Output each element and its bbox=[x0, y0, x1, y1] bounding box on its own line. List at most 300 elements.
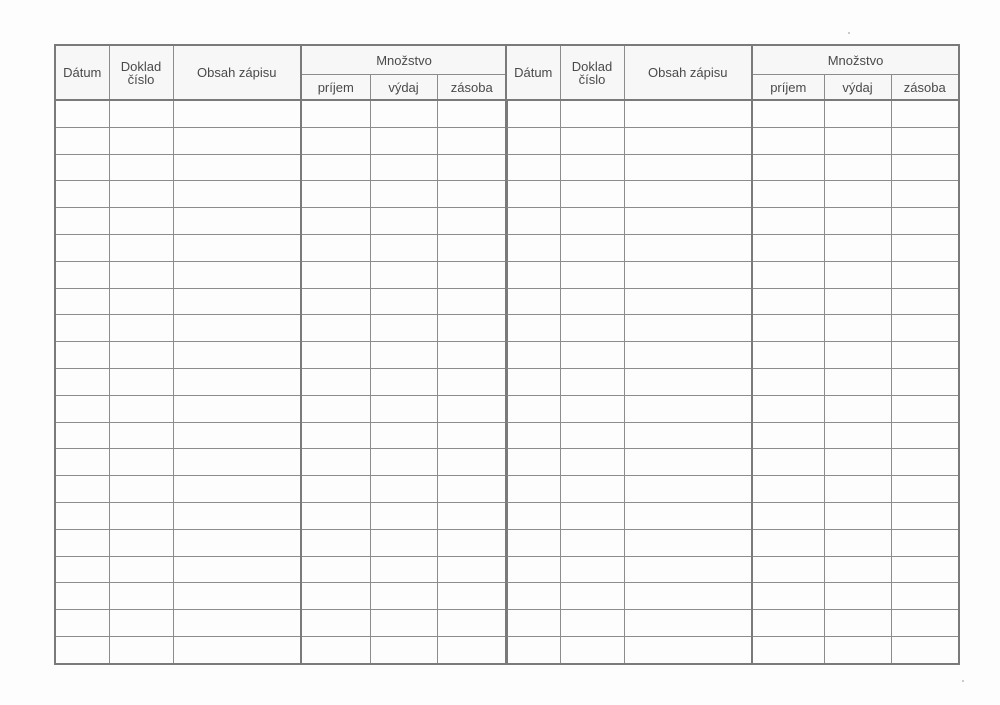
document-number-cell[interactable] bbox=[560, 288, 624, 315]
stock-cell[interactable] bbox=[891, 261, 959, 288]
income-cell[interactable] bbox=[752, 154, 824, 181]
ledger-row bbox=[55, 208, 507, 235]
ledger-row bbox=[506, 100, 959, 127]
entry-content-cell[interactable] bbox=[624, 342, 752, 369]
document-number-cell[interactable] bbox=[109, 502, 173, 529]
expense-cell[interactable] bbox=[370, 127, 437, 154]
document-number-cell[interactable] bbox=[109, 583, 173, 610]
date-cell[interactable] bbox=[506, 422, 560, 449]
expense-cell[interactable] bbox=[824, 208, 891, 235]
entry-content-cell[interactable] bbox=[173, 422, 301, 449]
document-number-cell[interactable] bbox=[109, 234, 173, 261]
entry-content-cell[interactable] bbox=[624, 610, 752, 637]
ledger-row bbox=[506, 610, 959, 637]
ledger-row bbox=[506, 368, 959, 395]
date-cell[interactable] bbox=[506, 610, 560, 637]
column-header-quantity: Množstvo bbox=[752, 45, 959, 75]
date-cell[interactable] bbox=[506, 127, 560, 154]
ledger-row bbox=[55, 476, 507, 503]
stock-cell[interactable] bbox=[437, 181, 507, 208]
stock-cell[interactable] bbox=[437, 422, 507, 449]
entry-content-cell[interactable] bbox=[173, 127, 301, 154]
column-header-expense: výdaj bbox=[370, 75, 437, 101]
stock-cell[interactable] bbox=[891, 100, 959, 127]
income-cell[interactable] bbox=[752, 449, 824, 476]
expense-cell[interactable] bbox=[370, 636, 437, 663]
expense-cell[interactable] bbox=[824, 583, 891, 610]
document-number-cell[interactable] bbox=[109, 208, 173, 235]
stock-cell[interactable] bbox=[437, 395, 507, 422]
stock-cell[interactable] bbox=[891, 636, 959, 663]
entry-content-cell[interactable] bbox=[173, 100, 301, 127]
ledger-row bbox=[55, 288, 507, 315]
document-number-cell[interactable] bbox=[109, 342, 173, 369]
expense-cell[interactable] bbox=[370, 476, 437, 503]
date-cell[interactable] bbox=[55, 181, 109, 208]
income-cell[interactable] bbox=[752, 368, 824, 395]
document-number-cell[interactable] bbox=[560, 368, 624, 395]
income-cell[interactable] bbox=[301, 610, 370, 637]
date-cell[interactable] bbox=[506, 583, 560, 610]
stock-cell[interactable] bbox=[891, 127, 959, 154]
date-cell[interactable] bbox=[506, 261, 560, 288]
entry-content-cell[interactable] bbox=[624, 556, 752, 583]
document-number-cell[interactable] bbox=[560, 476, 624, 503]
expense-cell[interactable] bbox=[824, 181, 891, 208]
stock-cell[interactable] bbox=[437, 288, 507, 315]
date-cell[interactable] bbox=[55, 502, 109, 529]
entry-content-cell[interactable] bbox=[624, 100, 752, 127]
date-cell[interactable] bbox=[55, 342, 109, 369]
expense-cell[interactable] bbox=[824, 154, 891, 181]
date-cell[interactable] bbox=[55, 368, 109, 395]
document-number-cell[interactable] bbox=[109, 127, 173, 154]
income-cell[interactable] bbox=[752, 476, 824, 503]
ledger-row bbox=[55, 154, 507, 181]
ledger-row bbox=[55, 422, 507, 449]
stock-cell[interactable] bbox=[437, 556, 507, 583]
entry-content-cell[interactable] bbox=[173, 181, 301, 208]
stock-cell[interactable] bbox=[891, 395, 959, 422]
stock-cell[interactable] bbox=[437, 636, 507, 663]
column-header-income: príjem bbox=[301, 75, 370, 101]
document-number-cell[interactable] bbox=[109, 610, 173, 637]
date-cell[interactable] bbox=[55, 395, 109, 422]
entry-content-cell[interactable] bbox=[624, 288, 752, 315]
entry-content-cell[interactable] bbox=[173, 529, 301, 556]
entry-content-cell[interactable] bbox=[624, 315, 752, 342]
stock-cell[interactable] bbox=[437, 476, 507, 503]
stock-cell[interactable] bbox=[437, 502, 507, 529]
ledger-row bbox=[506, 181, 959, 208]
stock-cell[interactable] bbox=[437, 342, 507, 369]
expense-cell[interactable] bbox=[824, 395, 891, 422]
entry-content-cell[interactable] bbox=[173, 234, 301, 261]
document-number-cell[interactable] bbox=[560, 315, 624, 342]
document-number-cell[interactable] bbox=[560, 100, 624, 127]
entry-content-cell[interactable] bbox=[624, 395, 752, 422]
expense-cell[interactable] bbox=[824, 636, 891, 663]
date-cell[interactable] bbox=[55, 261, 109, 288]
income-cell[interactable] bbox=[752, 395, 824, 422]
ledger-row bbox=[506, 449, 959, 476]
date-cell[interactable] bbox=[55, 476, 109, 503]
column-header-date: Dátum bbox=[55, 45, 109, 100]
expense-cell[interactable] bbox=[370, 208, 437, 235]
stock-cell[interactable] bbox=[891, 315, 959, 342]
expense-cell[interactable] bbox=[370, 529, 437, 556]
ledger-row bbox=[55, 368, 507, 395]
entry-content-cell[interactable] bbox=[624, 422, 752, 449]
stock-cell[interactable] bbox=[891, 154, 959, 181]
income-cell[interactable] bbox=[301, 100, 370, 127]
stock-cell[interactable] bbox=[437, 315, 507, 342]
expense-cell[interactable] bbox=[824, 288, 891, 315]
date-cell[interactable] bbox=[55, 315, 109, 342]
date-cell[interactable] bbox=[506, 342, 560, 369]
stock-cell[interactable] bbox=[891, 556, 959, 583]
stock-cell[interactable] bbox=[437, 610, 507, 637]
income-cell[interactable] bbox=[301, 636, 370, 663]
entry-content-cell[interactable] bbox=[624, 449, 752, 476]
entry-content-cell[interactable] bbox=[624, 234, 752, 261]
entry-content-cell[interactable] bbox=[173, 476, 301, 503]
expense-cell[interactable] bbox=[824, 315, 891, 342]
document-number-cell[interactable] bbox=[109, 100, 173, 127]
expense-cell[interactable] bbox=[824, 610, 891, 637]
expense-cell[interactable] bbox=[370, 342, 437, 369]
document-number-cell[interactable] bbox=[109, 315, 173, 342]
income-cell[interactable] bbox=[752, 100, 824, 127]
income-cell[interactable] bbox=[301, 529, 370, 556]
document-number-cell[interactable] bbox=[109, 449, 173, 476]
ledger-row bbox=[55, 181, 507, 208]
ledger-row bbox=[55, 395, 507, 422]
expense-cell[interactable] bbox=[370, 449, 437, 476]
stock-cell[interactable] bbox=[437, 154, 507, 181]
date-cell[interactable] bbox=[55, 610, 109, 637]
income-cell[interactable] bbox=[301, 154, 370, 181]
date-cell[interactable] bbox=[55, 234, 109, 261]
document-number-cell[interactable] bbox=[560, 154, 624, 181]
document-number-cell[interactable] bbox=[560, 610, 624, 637]
date-cell[interactable] bbox=[55, 636, 109, 663]
expense-cell[interactable] bbox=[370, 288, 437, 315]
stock-cell[interactable] bbox=[891, 342, 959, 369]
expense-cell[interactable] bbox=[370, 315, 437, 342]
expense-cell[interactable] bbox=[824, 100, 891, 127]
document-number-cell[interactable] bbox=[109, 395, 173, 422]
document-number-cell[interactable] bbox=[560, 261, 624, 288]
income-cell[interactable] bbox=[301, 556, 370, 583]
stock-cell[interactable] bbox=[437, 234, 507, 261]
ledger-body-left bbox=[55, 100, 507, 664]
income-cell[interactable] bbox=[752, 261, 824, 288]
stock-cell[interactable] bbox=[891, 368, 959, 395]
stock-cell[interactable] bbox=[891, 529, 959, 556]
document-number-cell[interactable] bbox=[109, 556, 173, 583]
paper-speck bbox=[962, 680, 964, 682]
stock-cell[interactable] bbox=[891, 181, 959, 208]
document-header-line-2: číslo bbox=[127, 71, 155, 87]
entry-content-cell[interactable] bbox=[624, 583, 752, 610]
column-header-expense: výdaj bbox=[824, 75, 891, 101]
expense-cell[interactable] bbox=[370, 234, 437, 261]
ledger-row bbox=[506, 395, 959, 422]
entry-content-cell[interactable] bbox=[173, 342, 301, 369]
column-header-document-number bbox=[109, 45, 173, 100]
ledger-row bbox=[55, 100, 507, 127]
document-header-line-1: Doklad bbox=[571, 58, 613, 74]
ledger-row bbox=[55, 234, 507, 261]
stock-cell[interactable] bbox=[891, 288, 959, 315]
document-number-cell[interactable] bbox=[560, 529, 624, 556]
document-number-cell[interactable] bbox=[560, 234, 624, 261]
expense-cell[interactable] bbox=[370, 610, 437, 637]
date-cell[interactable] bbox=[506, 476, 560, 503]
document-number-cell[interactable] bbox=[560, 395, 624, 422]
date-cell[interactable] bbox=[55, 556, 109, 583]
entry-content-cell[interactable] bbox=[624, 476, 752, 503]
ledger-row bbox=[506, 636, 959, 663]
income-cell[interactable] bbox=[752, 234, 824, 261]
income-cell[interactable] bbox=[752, 583, 824, 610]
expense-cell[interactable] bbox=[824, 234, 891, 261]
expense-cell[interactable] bbox=[370, 100, 437, 127]
ledger-row bbox=[506, 288, 959, 315]
date-cell[interactable] bbox=[506, 208, 560, 235]
income-cell[interactable] bbox=[301, 502, 370, 529]
ledger-table-right bbox=[505, 44, 960, 665]
income-cell[interactable] bbox=[752, 288, 824, 315]
expense-cell[interactable] bbox=[370, 368, 437, 395]
entry-content-cell[interactable] bbox=[624, 502, 752, 529]
income-cell[interactable] bbox=[752, 181, 824, 208]
ledger-row bbox=[506, 476, 959, 503]
date-cell[interactable] bbox=[506, 556, 560, 583]
stock-cell[interactable] bbox=[437, 529, 507, 556]
entry-content-cell[interactable] bbox=[173, 610, 301, 637]
document-number-cell[interactable] bbox=[560, 556, 624, 583]
stock-cell[interactable] bbox=[891, 610, 959, 637]
expense-cell[interactable] bbox=[824, 476, 891, 503]
entry-content-cell[interactable] bbox=[624, 636, 752, 663]
expense-cell[interactable] bbox=[824, 368, 891, 395]
ledger-row bbox=[55, 583, 507, 610]
document-number-cell[interactable] bbox=[560, 181, 624, 208]
expense-cell[interactable] bbox=[824, 529, 891, 556]
column-header-income: príjem bbox=[752, 75, 824, 101]
stock-cell[interactable] bbox=[437, 100, 507, 127]
ledger-row bbox=[506, 261, 959, 288]
date-cell[interactable] bbox=[55, 127, 109, 154]
stock-cell[interactable] bbox=[891, 234, 959, 261]
ledger-row bbox=[506, 154, 959, 181]
entry-content-cell[interactable] bbox=[173, 636, 301, 663]
document-number-cell[interactable] bbox=[109, 368, 173, 395]
expense-cell[interactable] bbox=[370, 583, 437, 610]
income-cell[interactable] bbox=[301, 583, 370, 610]
income-cell[interactable] bbox=[301, 449, 370, 476]
entry-content-cell[interactable] bbox=[173, 368, 301, 395]
income-cell[interactable] bbox=[752, 422, 824, 449]
date-cell[interactable] bbox=[506, 395, 560, 422]
expense-cell[interactable] bbox=[370, 422, 437, 449]
income-cell[interactable] bbox=[752, 502, 824, 529]
ledger-row bbox=[506, 342, 959, 369]
stock-cell[interactable] bbox=[437, 261, 507, 288]
date-cell[interactable] bbox=[55, 422, 109, 449]
date-cell[interactable] bbox=[55, 529, 109, 556]
date-cell[interactable] bbox=[506, 234, 560, 261]
stock-cell[interactable] bbox=[891, 502, 959, 529]
entry-content-cell[interactable] bbox=[624, 368, 752, 395]
income-cell[interactable] bbox=[301, 476, 370, 503]
ledger-row bbox=[506, 208, 959, 235]
document-number-cell[interactable] bbox=[109, 288, 173, 315]
income-cell[interactable] bbox=[301, 288, 370, 315]
expense-cell[interactable] bbox=[370, 261, 437, 288]
expense-cell[interactable] bbox=[824, 127, 891, 154]
income-cell[interactable] bbox=[301, 315, 370, 342]
entry-content-cell[interactable] bbox=[624, 529, 752, 556]
entry-content-cell[interactable] bbox=[624, 127, 752, 154]
stock-cell[interactable] bbox=[437, 208, 507, 235]
date-cell[interactable] bbox=[55, 100, 109, 127]
stock-cell[interactable] bbox=[891, 422, 959, 449]
date-cell[interactable] bbox=[55, 154, 109, 181]
ledger-table-left bbox=[54, 44, 508, 665]
document-number-cell[interactable] bbox=[109, 529, 173, 556]
date-cell[interactable] bbox=[506, 529, 560, 556]
income-cell[interactable] bbox=[752, 636, 824, 663]
date-cell[interactable] bbox=[55, 583, 109, 610]
date-cell[interactable] bbox=[55, 208, 109, 235]
document-number-cell[interactable] bbox=[560, 449, 624, 476]
date-cell[interactable] bbox=[506, 181, 560, 208]
stock-cell[interactable] bbox=[437, 449, 507, 476]
income-cell[interactable] bbox=[752, 208, 824, 235]
expense-cell[interactable] bbox=[824, 502, 891, 529]
document-number-cell[interactable] bbox=[560, 342, 624, 369]
income-cell[interactable] bbox=[301, 261, 370, 288]
ledger-row bbox=[55, 127, 507, 154]
entry-content-cell[interactable] bbox=[173, 556, 301, 583]
income-cell[interactable] bbox=[301, 342, 370, 369]
date-cell[interactable] bbox=[506, 502, 560, 529]
income-cell[interactable] bbox=[301, 368, 370, 395]
income-cell[interactable] bbox=[301, 127, 370, 154]
expense-cell[interactable] bbox=[370, 154, 437, 181]
entry-content-cell[interactable] bbox=[173, 449, 301, 476]
entry-content-cell[interactable] bbox=[624, 208, 752, 235]
income-cell[interactable] bbox=[301, 208, 370, 235]
document-number-cell[interactable] bbox=[109, 636, 173, 663]
income-cell[interactable] bbox=[752, 529, 824, 556]
document-number-cell[interactable] bbox=[560, 422, 624, 449]
expense-cell[interactable] bbox=[824, 422, 891, 449]
stock-cell[interactable] bbox=[891, 449, 959, 476]
date-cell[interactable] bbox=[506, 288, 560, 315]
entry-content-cell[interactable] bbox=[173, 288, 301, 315]
expense-cell[interactable] bbox=[824, 342, 891, 369]
column-header-quantity: Množstvo bbox=[301, 45, 507, 75]
document-number-cell[interactable] bbox=[109, 154, 173, 181]
entry-content-cell[interactable] bbox=[624, 181, 752, 208]
income-cell[interactable] bbox=[752, 610, 824, 637]
ledger-row bbox=[506, 127, 959, 154]
document-number-cell[interactable] bbox=[560, 208, 624, 235]
income-cell[interactable] bbox=[752, 315, 824, 342]
document-number-cell[interactable] bbox=[109, 181, 173, 208]
document-number-cell[interactable] bbox=[560, 127, 624, 154]
income-cell[interactable] bbox=[301, 422, 370, 449]
document-number-cell[interactable] bbox=[109, 261, 173, 288]
column-header-entry-content: Obsah zápisu bbox=[173, 45, 301, 100]
expense-cell[interactable] bbox=[824, 556, 891, 583]
document-number-cell[interactable] bbox=[560, 636, 624, 663]
document-number-cell[interactable] bbox=[109, 476, 173, 503]
ledger-row bbox=[506, 556, 959, 583]
date-cell[interactable] bbox=[506, 100, 560, 127]
entry-content-cell[interactable] bbox=[624, 154, 752, 181]
entry-content-cell[interactable] bbox=[173, 154, 301, 181]
expense-cell[interactable] bbox=[824, 449, 891, 476]
expense-cell[interactable] bbox=[370, 395, 437, 422]
income-cell[interactable] bbox=[301, 181, 370, 208]
date-cell[interactable] bbox=[506, 154, 560, 181]
paper-speck bbox=[848, 32, 850, 34]
stock-cell[interactable] bbox=[891, 583, 959, 610]
expense-cell[interactable] bbox=[370, 556, 437, 583]
date-cell[interactable] bbox=[55, 449, 109, 476]
document-number-cell[interactable] bbox=[560, 502, 624, 529]
income-cell[interactable] bbox=[301, 395, 370, 422]
date-cell[interactable] bbox=[506, 368, 560, 395]
document-number-cell[interactable] bbox=[560, 583, 624, 610]
entry-content-cell[interactable] bbox=[173, 502, 301, 529]
entry-content-cell[interactable] bbox=[624, 261, 752, 288]
ledger-row bbox=[506, 422, 959, 449]
ledger-row bbox=[506, 315, 959, 342]
stock-cell[interactable] bbox=[437, 127, 507, 154]
stock-cell[interactable] bbox=[891, 208, 959, 235]
date-cell[interactable] bbox=[506, 315, 560, 342]
income-cell[interactable] bbox=[752, 556, 824, 583]
document-number-cell[interactable] bbox=[109, 422, 173, 449]
date-cell[interactable] bbox=[506, 636, 560, 663]
date-cell[interactable] bbox=[506, 449, 560, 476]
expense-cell[interactable] bbox=[370, 181, 437, 208]
stock-cell[interactable] bbox=[437, 583, 507, 610]
column-header-document-number bbox=[560, 45, 624, 100]
entry-content-cell[interactable] bbox=[173, 208, 301, 235]
date-cell[interactable] bbox=[55, 288, 109, 315]
expense-cell[interactable] bbox=[824, 261, 891, 288]
income-cell[interactable] bbox=[752, 127, 824, 154]
stock-cell[interactable] bbox=[891, 476, 959, 503]
entry-content-cell[interactable] bbox=[173, 395, 301, 422]
expense-cell[interactable] bbox=[370, 502, 437, 529]
stock-cell[interactable] bbox=[437, 368, 507, 395]
entry-content-cell[interactable] bbox=[173, 583, 301, 610]
ledger-row bbox=[55, 449, 507, 476]
entry-content-cell[interactable] bbox=[173, 261, 301, 288]
income-cell[interactable] bbox=[752, 342, 824, 369]
income-cell[interactable] bbox=[301, 234, 370, 261]
entry-content-cell[interactable] bbox=[173, 315, 301, 342]
ledger-row bbox=[55, 636, 507, 663]
